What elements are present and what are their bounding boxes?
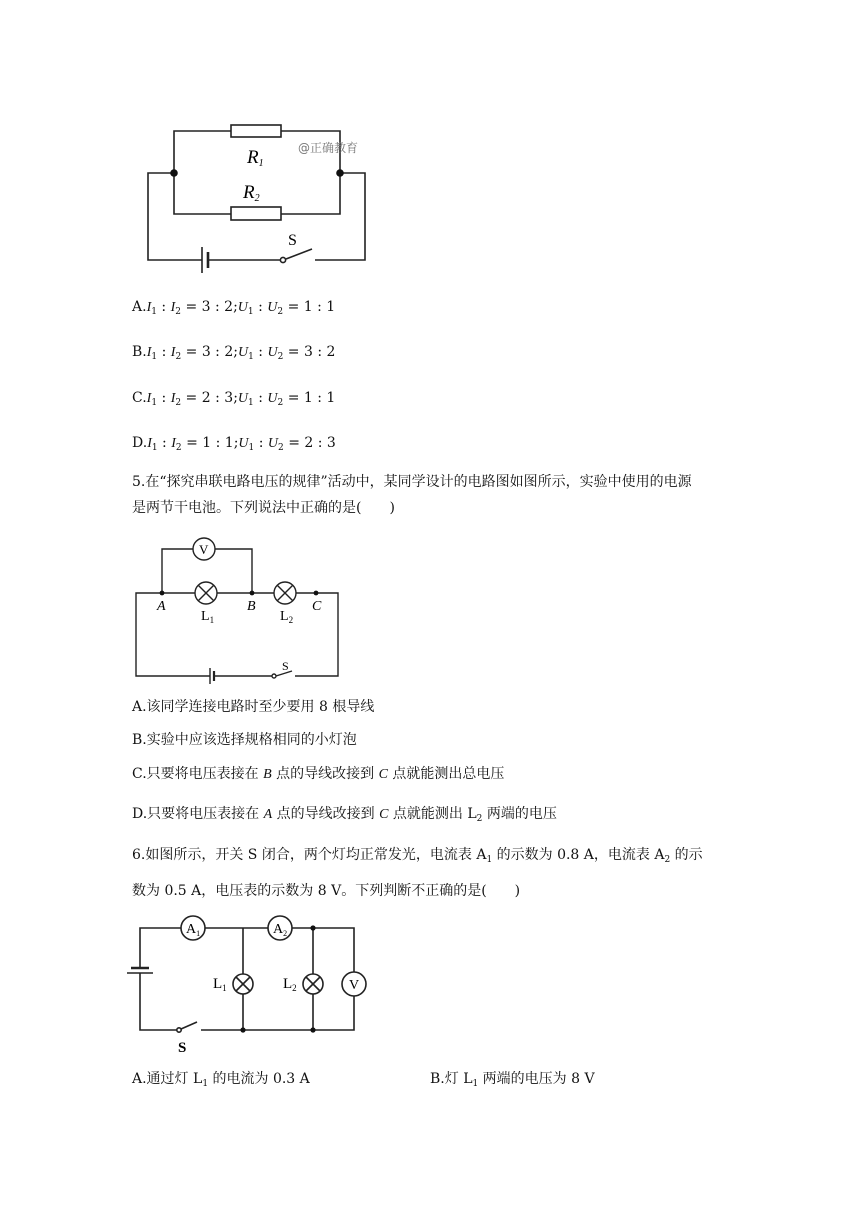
switch-label: S (282, 659, 289, 673)
q5-stem-line2: 是两节干电池。下列说法中正确的是( ) (132, 500, 395, 516)
q4-option-b[interactable]: $B.I_1$ : $I_2 = 3$ : $2;U_1$ : $U_2 = 3$ : 2 (132, 344, 336, 362)
point-c-label: C (312, 599, 322, 614)
point-a-label: A (157, 599, 166, 614)
voltmeter-label: V (199, 542, 209, 557)
r2-label: R2 (243, 182, 260, 204)
q6-option-a[interactable]: A.通过灯 $L_1$ 的电流为 0.3 A (132, 1071, 310, 1089)
q6-stem-line2: 数为 0.5 A，电压表的示数为 8 V。下列判断不正确的是( ) (132, 883, 521, 899)
q6-option-b[interactable]: B.灯 $L_1$ 两端的电压为 8 V (430, 1071, 595, 1089)
q6-stem-line1: 6.如图所示，开关 S 闭合，两个灯均正常发光，电流表 $A_1$ 的示数为 0.8 A，电流表 $A_2$ 的示 (132, 847, 703, 865)
ammeter-a1-label: $A_1$ (186, 922, 201, 938)
watermark: @正确教育 (298, 141, 359, 155)
lamp-l1-label: $L_1$ (213, 976, 227, 993)
q5-stem-line1: 5.在“探究串联电路电压的规律”活动中，某同学设计的电路图如图所示，实验中使用的电源 (132, 474, 692, 490)
q5-option-d[interactable]: D.只要将电压表接在 A 点的导线改接到 C 点就能测出 $L_2$ 两端的电压 (132, 806, 557, 824)
switch-label: S (178, 1040, 187, 1056)
point-b-label: B (247, 599, 256, 614)
lamp-l1-label: $L_1$ (201, 609, 215, 625)
q4-option-c[interactable]: $C.I_1$ : $I_2 = 2$ : $3;U_1$ : $U_2 = 1$ : 1 (132, 390, 336, 408)
q5-option-a[interactable]: A.该同学连接电路时至少要用 8 根导线 (132, 699, 375, 715)
q5-option-c[interactable]: C.只要将电压表接在 B 点的导线改接到 C 点就能测出总电压 (132, 766, 505, 782)
lamp-l2-label: $L_2$ (283, 976, 297, 993)
lamp-l2-label: $L_2$ (280, 609, 294, 625)
switch-label: S (288, 232, 297, 249)
q4-option-a[interactable]: $A.I_1$ : $I_2 = 3$ : $2;U_1$ : $U_2 = 1$ : 1 (132, 299, 336, 317)
ammeter-a2-label: $A_2$ (273, 922, 288, 938)
q4-option-d[interactable]: $D.I_1$ : $I_2 = 1$ : $1;U_1$ : $U_2 = 2$ : 3 (132, 435, 336, 453)
r1-label: R1 (247, 147, 264, 169)
voltmeter-label: V (349, 978, 360, 993)
q5-option-b[interactable]: B.实验中应该选择规格相同的小灯泡 (132, 732, 357, 748)
